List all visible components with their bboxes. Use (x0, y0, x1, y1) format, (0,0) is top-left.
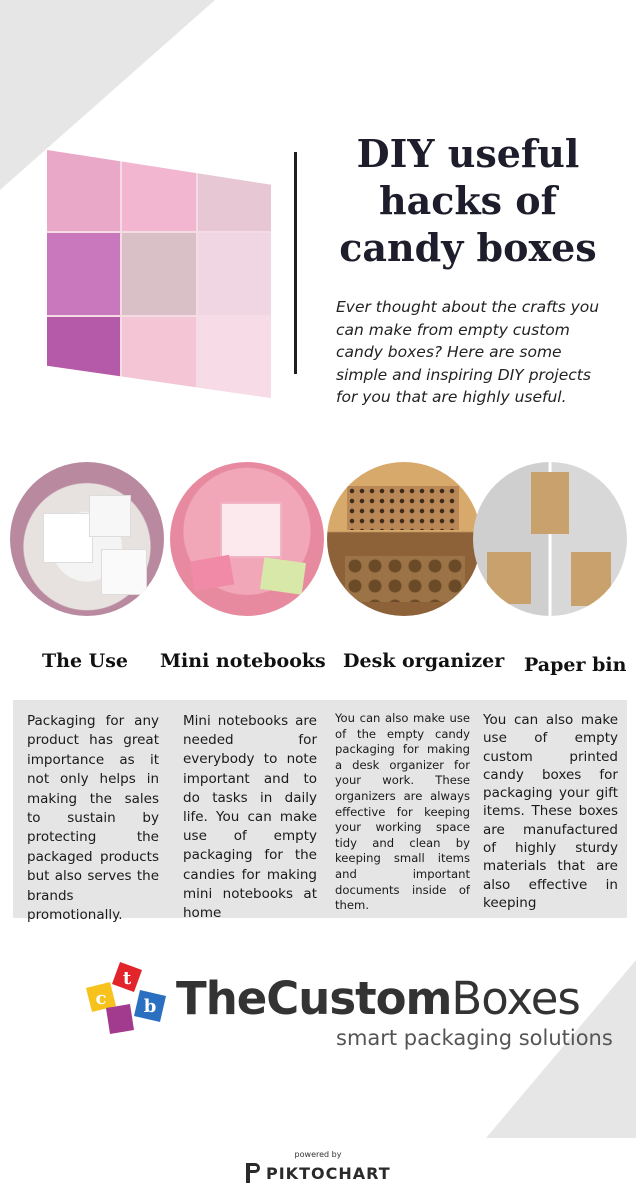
section-heading: Paper bin (524, 654, 627, 676)
mini-notebooks-photo (170, 462, 324, 616)
section-text: Packaging for any product has great importance as it not only helps in making the sales to sustain by protecting the packaged products but also serves the brands promotionally. (27, 713, 159, 924)
page-title (320, 130, 616, 271)
the-use-photo (10, 462, 164, 616)
brand-name (176, 974, 580, 1024)
logo-letter: t (122, 968, 132, 989)
section-heading: Mini notebooks (160, 650, 326, 672)
title-line: DIY useful (356, 131, 580, 176)
title-divider (294, 152, 297, 374)
brand-name-light: Boxes (451, 972, 580, 1025)
section-text: You can also make use of empty custom printed candy boxes for packaging your gift items. These boxes are manufactured of highly sturdy materials that are also effective in keeping (483, 712, 618, 911)
brand-name-bold: TheCustom (176, 972, 452, 1025)
intro-text: Ever thought about the crafts you can make from empty custom candy boxes? Here are some simple and inspiring DIY projects for you that are highly useful. (336, 298, 600, 406)
section-text: You can also make use of the empty candy packaging for making a desk organizer for your work. These organizers are always effective for keeping your working space tidy and clean by keeping small items and important documents inside of them. (335, 711, 470, 913)
logo-letter: b (143, 996, 157, 1017)
section-heading: Desk organizer (343, 650, 505, 672)
powered-by-label: powered by (294, 1150, 342, 1159)
title-line: hacks of (378, 178, 558, 223)
piktochart-icon (246, 1163, 260, 1183)
title-line: candy boxes (339, 225, 597, 270)
section-text: Mini notebooks are needed for everybody to note important and to do tasks in daily life. You can make use of empty packaging for the candies for making mini notebooks at home (183, 713, 317, 922)
piktochart-label: PIKTOCHART (266, 1163, 391, 1183)
brand-logo-icon (80, 960, 168, 1040)
desk-organizer-photo (327, 462, 481, 616)
section-heading: The Use (42, 650, 129, 672)
logo-letter: c (95, 988, 107, 1009)
paper-bin-photo (473, 462, 627, 616)
piktochart-link[interactable] (246, 1162, 391, 1184)
hero-collage-image (47, 150, 271, 398)
brand-tagline: smart packaging solutions (336, 1026, 613, 1050)
